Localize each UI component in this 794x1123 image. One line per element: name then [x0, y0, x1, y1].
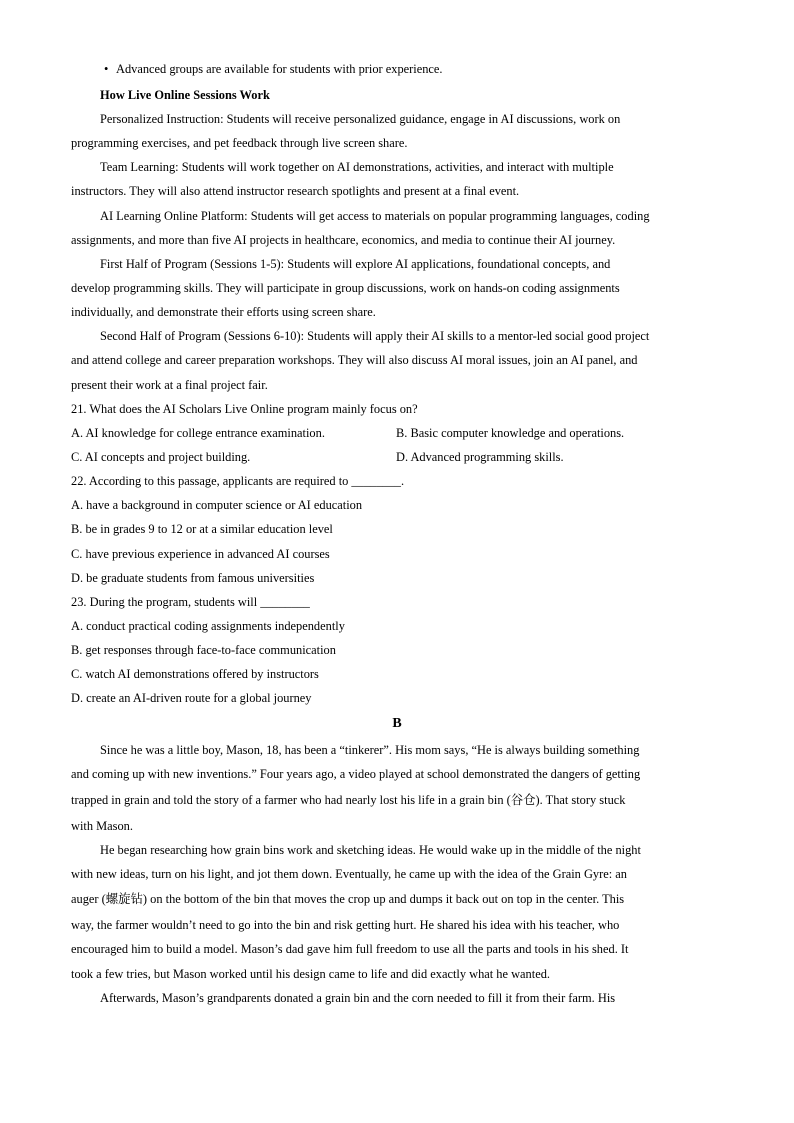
section-heading: How Live Online Sessions Work — [100, 88, 270, 102]
option-b: B. Basic computer knowledge and operations. — [396, 426, 625, 440]
option-a: A. AI knowledge for college entrance examination. — [71, 426, 325, 440]
paragraph-line: took a few tries, but Mason worked until his design came to life and did exactly what he wanted. — [71, 967, 550, 981]
paragraph-line: assignments, and more than five AI projects in healthcare, economics, and media to continue their AI journey. — [71, 233, 616, 247]
option-d: D. create an AI-driven route for a global journey — [71, 691, 312, 705]
paragraph-line: AI Learning Online Platform: Students will get access to materials on popular programming languages, coding — [100, 209, 650, 223]
question-stem: 23. During the program, students will ________ — [71, 595, 310, 609]
paragraph-line: Team Learning: Students will work together on AI demonstrations, activities, and interact with multiple — [100, 160, 614, 174]
paragraph-line: with Mason. — [71, 819, 133, 833]
paragraph-line: Personalized Instruction: Students will receive personalized guidance, engage in AI discussions, work on — [100, 112, 621, 126]
paragraph-line: First Half of Program (Sessions 1-5): Students will explore AI applications, foundational concepts, and — [100, 257, 611, 271]
question-stem: 21. What does the AI Scholars Live Online program mainly focus on? — [71, 402, 418, 416]
option-a: A. have a background in computer science or AI education — [71, 498, 363, 512]
option-d: D. be graduate students from famous universities — [71, 571, 315, 585]
option-c: C. watch AI demonstrations offered by instructors — [71, 667, 319, 681]
question-stem: 22. According to this passage, applicants are required to ________. — [71, 474, 405, 488]
option-a: A. conduct practical coding assignments independently — [71, 619, 345, 633]
option-c: C. have previous experience in advanced AI courses — [71, 547, 330, 561]
option-c: C. AI concepts and project building. — [71, 450, 251, 464]
option-b: B. get responses through face-to-face communication — [71, 643, 336, 657]
paragraph-line: He began researching how grain bins work and sketching ideas. He would wake up in the middle of the night — [100, 843, 641, 857]
paragraph-line: trapped in grain and told the story of a farmer who had nearly lost his life in a grain bin (谷仓). That story stuck — [71, 793, 626, 807]
paragraph-line: Afterwards, Mason’s grandparents donated a grain bin and the corn needed to fill it from their farm. His — [100, 991, 616, 1005]
paragraph-line: present their work at a final project fair. — [71, 378, 268, 392]
paragraph-line: Since he was a little boy, Mason, 18, has been a “tinkerer”. His mom says, “He is always building something — [100, 743, 640, 757]
bullet-item — [104, 61, 443, 77]
paragraph-line: individually, and demonstrate their efforts using screen share. — [71, 305, 376, 319]
bullet-text: Advanced groups are available for students with prior experience. — [116, 62, 443, 76]
paragraph-line: Second Half of Program (Sessions 6-10): Students will apply their AI skills to a mentor-led social good project — [100, 329, 650, 343]
paragraph-line: auger (螺旋钻) on the bottom of the bin that moves the crop up and dumps it back out on top in the center. This — [71, 892, 625, 906]
paragraph-line: develop programming skills. They will participate in group discussions, work on hands-on coding assignments — [71, 281, 620, 295]
paragraph-line: instructors. They will also attend instructor research spotlights and present at a final event. — [71, 184, 520, 198]
bullet-icon: • — [104, 62, 109, 76]
option-d: D. Advanced programming skills. — [396, 450, 564, 464]
paragraph-line: encouraged him to build a model. Mason’s dad gave him full freedom to use all the parts and tools in his shed. It — [71, 942, 629, 956]
section-label: B — [392, 716, 402, 731]
paragraph-line: way, the farmer wouldn’t need to go into the bin and risk getting hurt. He shared his idea with his teacher, who — [71, 918, 620, 932]
paragraph-line: and coming up with new inventions.” Four years ago, a video played at school demonstrated the dangers of getting — [71, 767, 641, 781]
paragraph-line: and attend college and career preparation workshops. They will also discuss AI moral issues, join an AI panel, and — [71, 353, 638, 367]
option-b: B. be in grades 9 to 12 or at a similar education level — [71, 522, 333, 536]
paragraph-line: with new ideas, turn on his light, and jot them down. Eventually, he came up with the idea of the Grain Gyre: an — [71, 867, 627, 881]
paragraph-line: programming exercises, and pet feedback through live screen share. — [71, 136, 408, 150]
